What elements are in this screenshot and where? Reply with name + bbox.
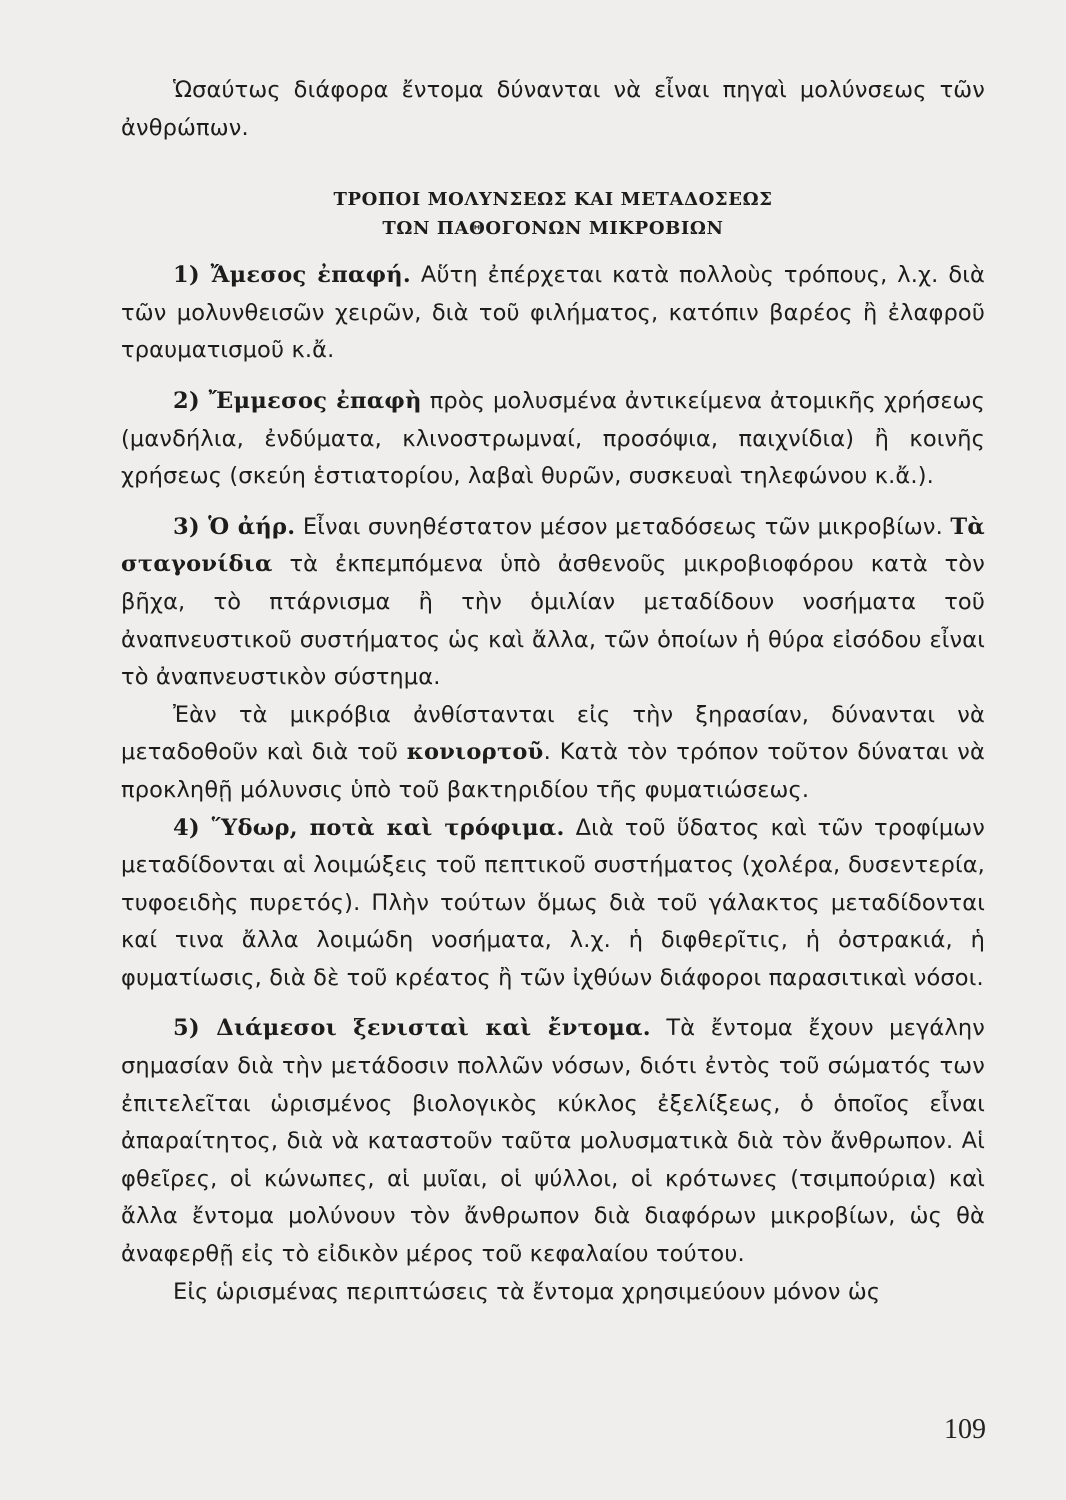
dust-text: Ἐὰν τὰ μικρόβια ἀνθίστανται εἰς τὴν ξηρασίαν, δύνανται νὰ μεταδοθοῦν καὶ διὰ τοῦ xyxy=(121,701,985,766)
page-body xyxy=(121,72,985,1311)
item-3-label: 3) Ὁ ἀήρ. xyxy=(173,513,296,540)
dust-text-continued: . Κατὰ τὸν τρόπον τοῦτον δύναται νὰ προκληθῇ μόλυνσις ὑπὸ τοῦ βακτηριδίου τῆς φυματιώσεως. xyxy=(121,739,986,803)
item-4-label: 4) Ὕδωρ, ποτὰ καὶ τρόφιμα. xyxy=(173,814,565,841)
section-heading xyxy=(121,185,985,243)
item-1-label: 1) Ἄμεσος ἐπαφή. xyxy=(173,262,412,289)
item-4-text: Διὰ τοῦ ὕδατος καὶ τῶν τροφίμων μεταδίδονται αἱ λοιμώξεις τοῦ πεπτικοῦ συστήματος (χολέρα, δυσεντερία, τυφοειδὴς πυρετός). Πλὴν τούτων ὅμως διὰ τοῦ γάλακτος μεταδίδονται καί τινα ἄλλα λοιμώδη νοσήματα, λ.χ. ἡ διφθερῖτις, ἡ ὀστρακιά, ἡ φυματίωσις, διὰ δὲ τοῦ κρέατος ἢ τῶν ἰχθύων διάφοροι παρασιτικαὶ νόσοι. xyxy=(121,814,985,991)
paragraph-water-food xyxy=(121,810,985,998)
item-1-text: Αὕτη ἐπέρχεται κατὰ πολλοὺς τρόπους, λ.χ. διὰ τῶν μολυνθεισῶν χειρῶν, διὰ τοῦ φιλήματος, κατόπιν βαρέος ἢ ἐλαφροῦ τραυματισμοῦ κ.ἄ. xyxy=(121,262,985,364)
item-5-label: 5) Διάμεσοι ξενισταὶ καὶ ἔντομα. xyxy=(173,1015,651,1042)
item-3-bold-term: Τὰ σταγονίδια xyxy=(121,513,986,578)
paragraph-insects xyxy=(121,1010,985,1273)
heading-line-1: ΤΡΟΠΟΙ ΜΟΛΥΝΣΕΩΣ ΚΑΙ ΜΕΤΑΔΟΣΕΩΣ xyxy=(333,189,773,211)
dust-bold-term: κονιορτοῦ xyxy=(406,739,544,766)
paragraph-dust xyxy=(121,697,985,810)
intro-text: Ὡσαύτως διάφορα ἔντομα δύνανται νὰ εἶναι πηγαὶ μολύνσεως τῶν ἀνθρώπων. xyxy=(121,77,985,141)
paragraph-air xyxy=(121,509,985,697)
last-line-text: Εἰς ὡρισμένας περιπτώσεις τὰ ἔντομα χρησιμεύουν μόνον ὡς xyxy=(173,1278,881,1305)
heading-line-2: ΤΩΝ ΠΑΘΟΓΟΝΩΝ ΜΙΚΡΟΒΙΩΝ xyxy=(382,218,724,240)
item-3-text-continued: τὰ ἐκπεμπόμενα ὑπὸ ἀσθενοῦς μικροβιοφόρου κατὰ τὸν βῆχα, τὸ πτάρνισμα ἢ τὴν ὁμιλίαν μεταδίδουν νοσήματα τοῦ ἀναπνευστικοῦ συστήματος ὡς καὶ ἄλλα, τῶν ὁποίων ἡ θύρα εἰσόδου εἶναι τὸ ἀναπνευστικὸν σύστημα. xyxy=(121,551,985,691)
item-5-text: Τὰ ἔντομα ἔχουν μεγάλην σημασίαν διὰ τὴν μετάδοσιν πολλῶν νόσων, διότι ἐντὸς τοῦ σώματός των ἐπιτελεῖται ὡρισμένος βιολογικὸς κύκλος ἐξελίξεως, ὁ ὁποῖος εἶναι ἀπαραίτητος, διὰ νὰ καταστοῦν ταῦτα μολυσματικὰ διὰ τὸν ἄνθρωπον. Αἱ φθεῖρες, οἱ κώνωπες, αἱ μυῖαι, οἱ ψύλλοι, οἱ κρότωνες (τσιμπούρια) καὶ ἄλλα ἔντομα μολύνουν τὸν ἄνθρωπον διὰ διαφόρων μικροβίων, ὡς θὰ ἀναφερθῇ εἰς τὸ εἰδικὸν μέρος τοῦ κεφαλαίου τούτου. xyxy=(121,1015,985,1268)
intro-paragraph xyxy=(121,72,985,147)
paragraph-last-line xyxy=(121,1274,985,1312)
paragraph-indirect-contact xyxy=(121,383,985,496)
item-2-text: πρὸς μολυσμένα ἀντικείμενα ἀτομικῆς χρήσεως (μανδήλια, ἐνδύματα, κλινοστρωμναί, προσόψια, παιχνίδια) ἢ κοινῆς χρήσεως (σκεύη ἑστιατορίου, λαβαὶ θυρῶν, συσκευαὶ τηλεφώνου κ.ἄ.). xyxy=(121,387,985,490)
paragraph-direct-contact xyxy=(121,257,985,370)
page-number: 109 xyxy=(944,1414,986,1445)
item-2-label: 2) Ἔμμεσος ἐπαφὴ xyxy=(173,387,422,414)
item-3-text: Εἶναι συνηθέστατον μέσον μεταδόσεως τῶν μικροβίων. xyxy=(295,513,951,540)
